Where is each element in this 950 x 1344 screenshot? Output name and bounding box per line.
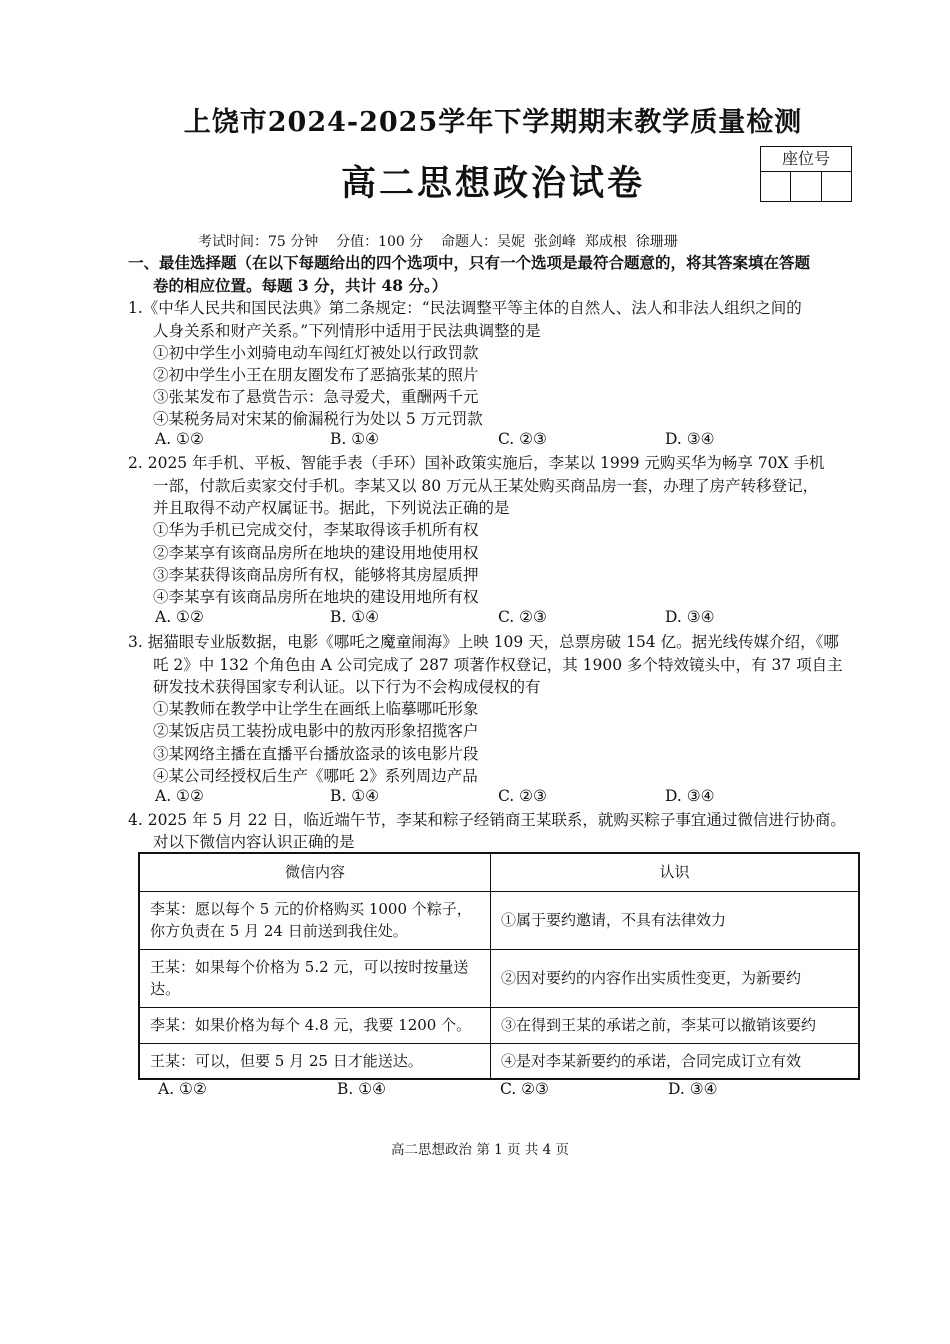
option-c[interactable]: C. ②③ [498, 430, 547, 448]
table-cell: ③在得到王某的承诺之前，李某可以撤销该要约 [491, 1007, 860, 1043]
option-b[interactable]: B. ①④ [330, 430, 380, 448]
table-cell: 王某：可以，但要 5 月 25 日才能送达。 [139, 1043, 491, 1079]
q2-item: ③李某获得该商品房所有权，能够将其房屋质押 [153, 566, 479, 584]
q2-stem: 2. 2025 年手机、平板、智能手表（手环）国补政策实施后，李某以 1999 元购买华为畅享 70X 手机 [128, 454, 825, 472]
q2-stem-cont: 并且取得不动产权属证书。据此，下列说法正确的是 [153, 499, 510, 517]
seat-cell [761, 172, 791, 202]
option-c[interactable]: C. ②③ [498, 787, 547, 805]
table-cell: 李某：如果价格为每个 4.8 元，我要 1200 个。 [139, 1007, 491, 1043]
option-d[interactable]: D. ③④ [665, 608, 715, 626]
option-b[interactable]: B. ①④ [330, 608, 380, 626]
q3-item: ②某饭店员工装扮成电影中的敖丙形象招揽客户 [153, 722, 479, 740]
q1-item: ①初中学生小刘骑电动车闯红灯被处以行政罚款 [153, 344, 479, 362]
q1-stem-cont: 人身关系和财产关系。”下列情形中适用于民法典调整的是 [153, 322, 541, 340]
table-header: 微信内容 [139, 853, 491, 891]
q2-item: ①华为手机已完成交付，李某取得该手机所有权 [153, 521, 479, 539]
table-cell: 李某：愿以每个 5 元的价格购买 1000 个粽子，你方负责在 5 月 24 日前送到我住处。 [139, 891, 491, 949]
option-a[interactable]: A. ①② [158, 1080, 207, 1098]
table-cell: ①属于要约邀请，不具有法律效力 [491, 891, 860, 949]
q3-stem-cont: 吒 2》中 132 个角色由 A 公司完成了 287 项著作权登记，其 1900 多个特效镜头中，有 37 项自主 [153, 656, 843, 674]
table-row [139, 1043, 859, 1079]
q2-item: ②李某享有该商品房所在地块的建设用地使用权 [153, 544, 479, 562]
q1-item: ④某税务局对宋某的偷漏税行为处以 5 万元罚款 [153, 410, 483, 428]
q3-stem-cont: 研发技术获得国家专利认证。以下行为不会构成侵权的有 [153, 678, 541, 696]
section-heading-cont: 卷的相应位置。每题 3 分，共计 48 分。） [153, 276, 448, 295]
q4-stem: 4. 2025 年 5 月 22 日，临近端午节，李某和粽子经销商王某联系，就购买粽子事宜通过微信进行协商。 [128, 811, 846, 829]
q4-stem-cont: 对以下微信内容认识正确的是 [153, 833, 355, 851]
option-d[interactable]: D. ③④ [668, 1080, 718, 1098]
table-row [139, 1007, 859, 1043]
option-a[interactable]: A. ①② [155, 608, 204, 626]
exam-meta: 考试时间：75 分钟 分值：100 分 命题人：吴妮 张剑峰 郑成根 徐珊珊 [198, 234, 678, 250]
option-d[interactable]: D. ③④ [665, 787, 715, 805]
option-a[interactable]: A. ①② [155, 430, 204, 448]
seat-cell [822, 172, 851, 202]
option-c[interactable]: C. ②③ [498, 608, 547, 626]
section-heading: 一、最佳选择题（在以下每题给出的四个选项中，只有一个选项是最符合题意的，将其答案填在答题 [128, 253, 811, 272]
q1-stem: 1.《中华人民共和国民法典》第二条规定：“民法调整平等主体的自然人、法人和非法人组织之间的 [128, 299, 802, 317]
q2-item: ④李某享有该商品房所在地块的建设用地所有权 [153, 588, 479, 606]
q3-item: ④某公司经授权后生产《哪吒 2》系列周边产品 [153, 767, 478, 785]
seat-number-label: 座位号 [761, 147, 851, 172]
option-b[interactable]: B. ①④ [337, 1080, 387, 1098]
page-footer: 高二思想政治 第 1 页 共 4 页 [391, 1142, 569, 1158]
option-d[interactable]: D. ③④ [665, 430, 715, 448]
q1-item: ②初中学生小王在朋友圈发布了恶搞张某的照片 [153, 366, 479, 384]
exam-title: 上饶市2024-2025学年下学期期末教学质量检测 [183, 107, 803, 138]
option-a[interactable]: A. ①② [155, 787, 204, 805]
option-c[interactable]: C. ②③ [500, 1080, 549, 1098]
wechat-table [138, 852, 860, 1080]
exam-subtitle: 高二思想政治试卷 [340, 163, 645, 204]
table-cell: 王某：如果每个价格为 5.2 元，可以按时按量送达。 [139, 949, 491, 1007]
q3-item: ③某网络主播在直播平台播放盗录的该电影片段 [153, 745, 479, 763]
seat-number-box [760, 146, 852, 202]
table-header-row [139, 853, 859, 891]
q3-item: ①某教师在教学中让学生在画纸上临摹哪吒形象 [153, 700, 479, 718]
q1-item: ③张某发布了悬赏告示：急寻爱犬，重酬两千元 [153, 388, 479, 406]
q3-stem: 3. 据猫眼专业版数据，电影《哪吒之魔童闹海》上映 109 天，总票房破 154 亿。据光线传媒介绍，《哪 [128, 633, 839, 651]
option-b[interactable]: B. ①④ [330, 787, 380, 805]
seat-cell [791, 172, 821, 202]
table-cell: ②因对要约的内容作出实质性变更，为新要约 [491, 949, 860, 1007]
table-row [139, 891, 859, 949]
table-row [139, 949, 859, 1007]
table-header: 认识 [491, 853, 860, 891]
table-cell: ④是对李某新要约的承诺，合同完成订立有效 [491, 1043, 860, 1079]
q2-stem-cont: 一部，付款后卖家交付手机。李某又以 80 万元从王某处购买商品房一套，办理了房产转移登记， [153, 477, 819, 495]
